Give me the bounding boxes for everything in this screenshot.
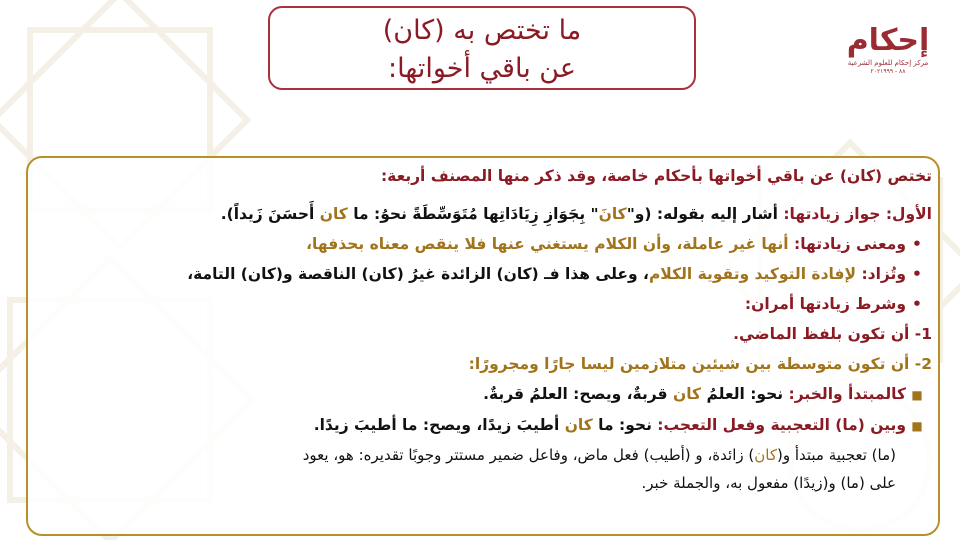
condition-two-line: 2- أن تكون متوسطة بين شيئين متلازمين ليسا جارًا ومجرورًا:	[468, 355, 932, 373]
first-rule-text-2: " بِجَوَازِ زِيَادَاتِها مُتَوَسِّطَةً نحوُ: ما	[347, 205, 599, 223]
explanation-text-1b: ) زائدة، و (أطيب) فعل ماض، وفاعل ضمير مستتر وجوبًا تقديره: هو، يعود	[302, 446, 755, 464]
first-rule-line	[36, 199, 932, 229]
explanation-line-1	[36, 441, 932, 469]
purpose-line	[36, 259, 932, 289]
purpose-text-1: لإفادة التوكيد وتقوية الكلام	[648, 265, 862, 283]
example-two-text-1: نحو: ما	[592, 416, 658, 434]
first-rule-text-3: أَحسَنَ زَيداً).	[220, 205, 320, 223]
condition-one-line: 1- أن تكون بلفظ الماضي.	[733, 325, 932, 343]
logo-word: إحكام	[846, 23, 930, 58]
condition-label: وشرط زيادتها أمران:	[744, 295, 906, 313]
slide-title-box	[268, 6, 696, 90]
meaning-label: ومعنى زيادتها:	[794, 235, 906, 253]
kana-word: كان	[564, 416, 593, 434]
logo-code: ٨٨ - ٢٠٢١٩٩٩	[870, 68, 906, 75]
ihkam-logo	[846, 24, 930, 94]
bullet-dot-icon: •	[912, 235, 922, 253]
explanation-text-1a: (ما) تعجبية مبتدأ و(	[776, 446, 896, 464]
square-bullet-icon: ■	[911, 388, 923, 402]
first-rule-label: الأول: جواز زيادتها:	[783, 205, 932, 223]
example-one-text-2: قربةٌ، ويصح: العلمُ قربةٌ.	[483, 385, 673, 403]
meaning-text: أنها غير عاملة، وأن الكلام يستغني عنها فلا ينقص معناه بحذفها،	[306, 235, 795, 253]
example-one-text-1: نحو: العلمُ	[701, 385, 789, 403]
kana-word: كانَ	[598, 205, 627, 223]
first-rule-text-1: أشار إليه بقوله: (و"	[626, 205, 784, 223]
example-one-line	[36, 379, 932, 410]
purpose-text-2: ، وعلى هذا فـ (كان) الزائدة غيرُ (كان) الناقصة و(كان) التامة،	[187, 265, 649, 283]
kana-word: كان	[754, 446, 777, 464]
bullet-dot-icon: •	[912, 295, 922, 313]
explanation-line-2: على (ما) و(زيدًا) مفعول به، والجملة خبر.	[641, 474, 896, 492]
purpose-label: وتُزاد:	[861, 265, 906, 283]
logo-subtitle: مركز إحكام للعلوم الشرعية	[847, 59, 929, 67]
example-two-line	[36, 410, 932, 441]
lesson-content	[36, 161, 932, 497]
example-two-label: وبين (ما) التعجبية وفعل التعجب:	[657, 416, 906, 434]
intro-line: تختص (كان) عن باقي أخواتها بأحكام خاصة، وقد ذكر منها المصنف أربعة:	[380, 167, 932, 185]
bullet-dot-icon: •	[912, 265, 922, 283]
meaning-line	[36, 229, 932, 259]
square-bullet-icon: ■	[911, 419, 923, 433]
kana-word: كان	[672, 385, 702, 403]
title-line-1: ما تختص به (كان)	[382, 15, 582, 46]
example-one-label: كالمبتدأ والخبر:	[788, 385, 906, 403]
title-line-2: عن باقي أخواتها:	[388, 53, 576, 84]
example-two-text-2: أطيبَ زيدًا، ويصح: ما أطيبَ زيدًا.	[313, 416, 565, 434]
kana-word: كان	[319, 205, 348, 223]
condition-line	[36, 289, 932, 319]
